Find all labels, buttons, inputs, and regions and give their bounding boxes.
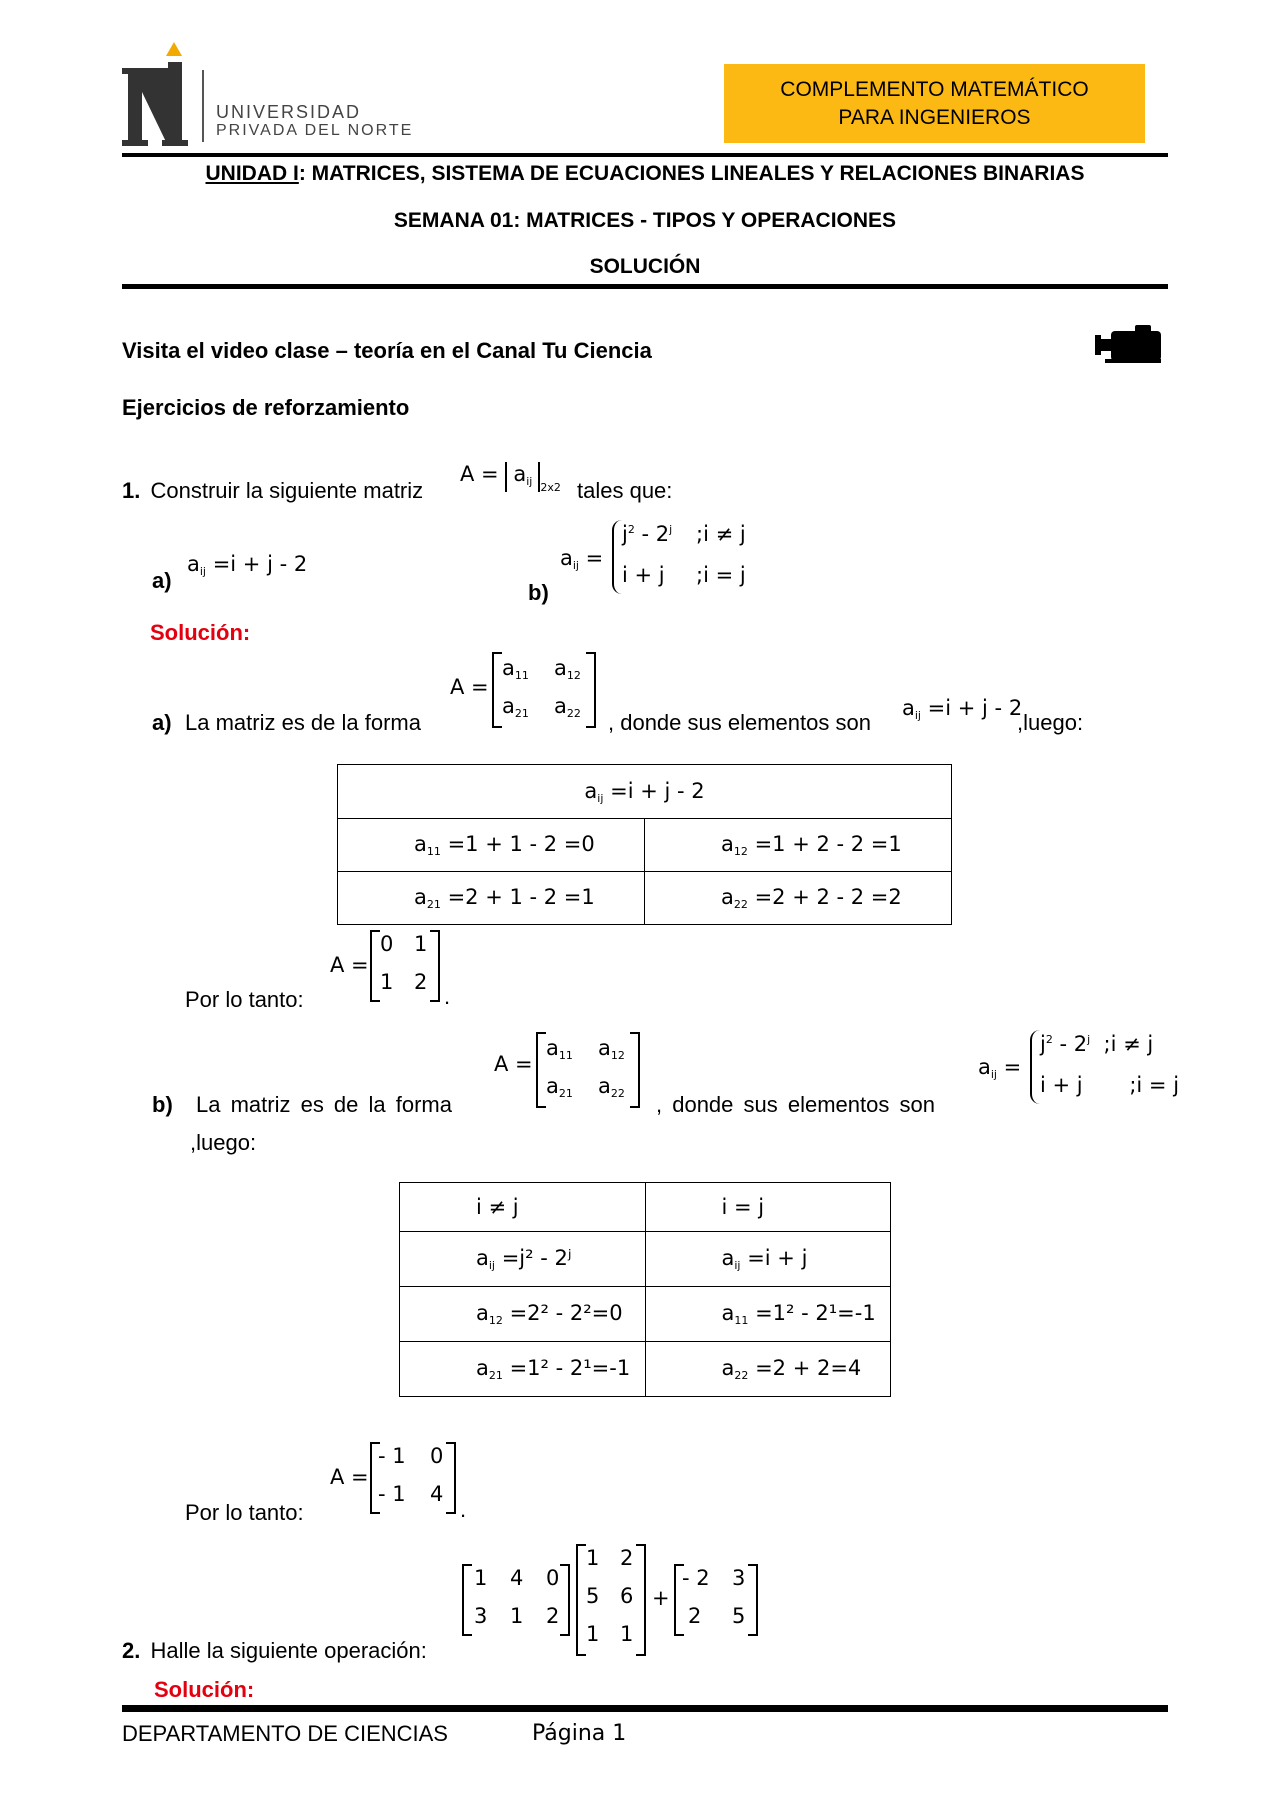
unit-title	[0, 162, 1280, 186]
cell-sub: 11	[426, 845, 441, 858]
part-a-A-symbol: A =	[450, 675, 489, 699]
part-b-brace	[1030, 1030, 1040, 1104]
part-a-period: .	[444, 984, 451, 1009]
doc-type: SOLUCIÓN	[589, 255, 701, 278]
ex2-solution-label: Solución:	[154, 1677, 255, 1702]
table-row: $a_{ij} =i + j$	[645, 1232, 891, 1287]
m1-0: 1	[474, 1566, 488, 1590]
m1-5: 2	[546, 1604, 560, 1628]
week-title: SEMANA 01: MATRICES - TIPOS Y OPERACIONES	[393, 209, 897, 232]
m2-2: 5	[586, 1584, 600, 1608]
part-a-label: a)	[152, 710, 172, 735]
table-row: $a_{11} =1 + 1 - 2 =0$	[338, 819, 645, 872]
cell-sub: ij	[734, 1259, 741, 1272]
result-b-2: - 1	[378, 1482, 406, 1506]
matrix-elem: a	[513, 462, 527, 486]
part-b-table	[399, 1182, 891, 1397]
form-b-a12: $a_{12}$	[598, 1036, 625, 1062]
cell-sub: 11	[734, 1314, 749, 1327]
m1-3: 3	[474, 1604, 488, 1628]
footer-rule	[122, 1705, 1168, 1712]
m3-0: - 2	[682, 1566, 710, 1590]
logo-text-line2: PRIVADA DEL NORTE	[216, 122, 414, 139]
cell-sub: 21	[488, 1369, 503, 1382]
part-b-case2: i + j ;i = j	[1040, 1073, 1180, 1097]
ex1-a-formula: $a_{ij} =i + j - 2$	[187, 552, 308, 578]
ex1-text: Construir la siguiente matriz	[150, 478, 424, 503]
video-camera-icon	[1095, 323, 1167, 367]
part-b-result-A: A =	[330, 1465, 369, 1489]
cell-sub: ij	[488, 1259, 495, 1272]
form-b-a22: $a_{22}$	[598, 1074, 625, 1100]
m2-0: 1	[586, 1546, 600, 1570]
m3-2: 2	[688, 1604, 702, 1628]
table-row: $a_{21} =1^2 - 2^1=-1$	[400, 1342, 646, 1397]
ex1-number: 1.	[122, 478, 141, 503]
table-row: $a_{22} =2 + 2=4$	[645, 1342, 891, 1397]
m2-1: 2	[620, 1546, 634, 1570]
part-b-elem-formula: $a_{ij}$ =	[978, 1055, 1022, 1081]
ex2-plus: +	[652, 1586, 670, 1610]
cell-expr: =1² - 2¹=-1	[755, 1301, 876, 1325]
part-b-text3: ,luego:	[190, 1130, 257, 1155]
cell-expr: =1 + 2 - 2 =1	[754, 832, 902, 856]
ex1-matrix-def	[460, 462, 561, 494]
cell-sub: 12	[733, 845, 748, 858]
form-a21: $a_{21}$	[502, 694, 529, 720]
table-row: $a_{ij} =j^2$ - 2ʲ	[400, 1232, 646, 1287]
matrix-A-symbol: A =	[460, 462, 499, 486]
m2-5: 1	[620, 1622, 634, 1646]
cell-expr: =1 + 1 - 2 =0	[447, 832, 595, 856]
footer-department: DEPARTAMENTO DE CIENCIAS	[122, 1721, 448, 1746]
ex1-a-expr: =i + j - 2	[212, 552, 308, 576]
result-a-3: 2	[414, 970, 428, 994]
ex1-b-case1-cond: ;i ≠ j	[696, 522, 746, 546]
table-row: $a_{11} =1^2 - 2^1=-1$	[645, 1287, 891, 1342]
course-line1: COMPLEMENTO MATEMÁTICO	[780, 78, 1089, 101]
result-b-3: 4	[430, 1482, 444, 1506]
ex1-solution-label: Solución:	[150, 620, 251, 645]
matrix-elem-sub: ij	[526, 475, 533, 488]
form-a11: $a_{11}$	[502, 656, 529, 682]
logo-text-line1: UNIVERSIDAD	[216, 102, 362, 122]
cell-expr: =2 + 1 - 2 =1	[447, 885, 595, 909]
part-a-text1: La matriz es de la forma	[185, 710, 421, 735]
col-header-neq: i ≠ j	[400, 1183, 646, 1232]
m1-4: 1	[510, 1604, 524, 1628]
m2-4: 1	[586, 1622, 600, 1646]
table-row: $a_{21} =2 + 1 - 2 =1$	[338, 872, 645, 925]
part-b-case1: $j^2 - 2^j$ ;i ≠ j	[1040, 1032, 1154, 1056]
part-a-table	[337, 764, 952, 925]
m2-3: 6	[620, 1584, 634, 1608]
ex1-b-label: b)	[528, 580, 549, 605]
form-a22: $a_{22}$	[554, 694, 581, 720]
table-row: $a_{22} =2 + 2 - 2 =2$	[645, 872, 952, 925]
header-rule-bottom	[122, 284, 1168, 289]
m1-1: 4	[510, 1566, 524, 1590]
m1-2: 0	[546, 1566, 560, 1590]
ex1-b-case1: $j^2 - 2^j$	[622, 522, 673, 546]
result-a-2: 1	[380, 970, 394, 994]
cell-sub: 12	[488, 1314, 503, 1327]
cell-expr: =2 + 2=4	[755, 1356, 862, 1380]
university-logo	[122, 40, 462, 150]
form-a12: $a_{12}$	[554, 656, 581, 682]
ex1-b-formula: $a_{ij}$ =	[560, 546, 604, 572]
part-b-period: .	[460, 1497, 467, 1522]
ex2-statement	[122, 1638, 427, 1664]
part-a-elem-formula: $a_{ij} =i + j - 2$	[902, 696, 1023, 722]
col-header-eq: i = j	[645, 1183, 891, 1232]
result-a-1: 1	[414, 932, 428, 956]
result-b-0: - 1	[378, 1444, 406, 1468]
part-a-header-expr: =i + j - 2	[610, 778, 705, 803]
table-row: $a_{12} =1 + 2 - 2 =1$	[645, 819, 952, 872]
part-b-conclusion: Por lo tanto:	[185, 1500, 304, 1525]
cell-expr: =i + j	[747, 1246, 808, 1270]
m3-3: 5	[732, 1604, 746, 1628]
part-b-text2: , donde sus elementos son	[656, 1092, 935, 1117]
part-a-conclusion: Por lo tanto:	[185, 987, 304, 1012]
m3-1: 3	[732, 1566, 746, 1590]
ex1-b-brace	[612, 520, 622, 594]
part-a-result-A: A =	[330, 953, 369, 977]
cell-sub: 22	[734, 1369, 749, 1382]
matrix-bracket	[505, 462, 540, 492]
result-a-0: 0	[380, 932, 394, 956]
header-rule-top	[122, 153, 1168, 157]
unit-label: UNIDAD I	[205, 162, 299, 185]
ex1-statement	[122, 478, 423, 504]
ex1-b-case2-cond: ;i = j	[696, 563, 746, 587]
result-b-1: 0	[430, 1444, 444, 1468]
form-b-a11: $a_{11}$	[546, 1036, 573, 1062]
case1-expr: j	[622, 522, 628, 546]
part-a-text2: , donde sus elementos son	[608, 710, 871, 735]
cell-expr: =2² - 2²=0	[509, 1301, 623, 1325]
matrix-size: 2x2	[540, 481, 561, 494]
cell-sub: 21	[426, 898, 441, 911]
ex1-b-case2: i + j	[622, 563, 665, 587]
part-b-text1: La matriz es de la forma	[196, 1092, 452, 1117]
course-box	[724, 64, 1145, 143]
ex2-text: Halle la siguiente operación:	[150, 1638, 427, 1663]
case1-rest: - 2	[634, 522, 670, 546]
ex1-a-label: a)	[152, 568, 172, 593]
form-b-a21: $a_{21}$	[546, 1074, 573, 1100]
cell-expr: =2 + 2 - 2 =2	[754, 885, 902, 909]
cell-expr: =1² - 2¹=-1	[509, 1356, 631, 1380]
part-a-text3: ,luego:	[1017, 710, 1084, 735]
cell-sub: 22	[733, 898, 748, 911]
section-title: Ejercicios de reforzamiento	[122, 395, 410, 420]
ex1-text-after: tales que:	[577, 478, 673, 503]
ex2-number: 2.	[122, 1638, 141, 1663]
course-line2: PARA INGENIEROS	[838, 106, 1031, 129]
part-b-A-symbol: A =	[494, 1052, 533, 1076]
table-row: $a_{12} =2^2 - 2^2=0$	[400, 1287, 646, 1342]
cell-expr: =j² - 2ʲ	[501, 1246, 572, 1270]
unit-title-text: : MATRICES, SISTEMA DE ECUACIONES LINEALES Y RELACIONES BINARIAS	[298, 162, 1085, 185]
footer-page: Página 1	[532, 1721, 627, 1746]
part-a-table-header: $a_{ij} =i + j - 2$	[338, 765, 952, 819]
part-b-label: b)	[152, 1092, 173, 1117]
video-note: Visita el video clase – teoría en el Canal Tu Ciencia	[122, 338, 652, 363]
logo-emblem-icon	[122, 40, 212, 150]
